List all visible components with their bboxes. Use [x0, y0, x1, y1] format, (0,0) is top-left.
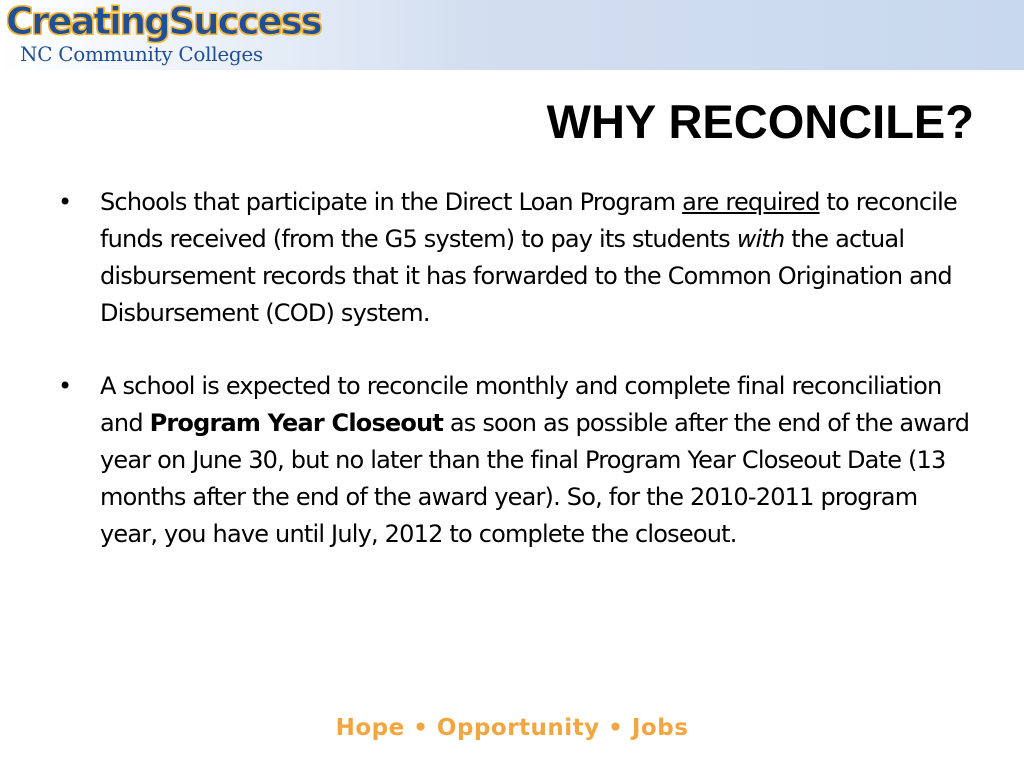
slide-title: WHY RECONCILE?: [546, 95, 974, 148]
logo: [6, 2, 336, 68]
logo-subtitle: NC Community Colleges: [20, 42, 263, 66]
bullet-text: A school is expected to reconcile monthly and complete final reconciliation and: [100, 372, 942, 437]
bullet-text: as soon as possible after the end of the award year on June 30, but no later than the final Program Year Closeout Date (13 months after the end of the award year). So, for the 2010-2011 program year, you have until July, 2012 to complete the closeout.: [100, 409, 970, 548]
emphasis-underline: are required: [682, 188, 820, 216]
logo-wordmark: CreatingSuccess: [6, 0, 321, 43]
emphasis-italic: with: [736, 225, 785, 253]
bullet-item: [58, 368, 970, 553]
bullet-text: Schools that participate in the Direct Loan Program: [100, 188, 683, 216]
bullet-dot-icon: •: [58, 372, 72, 400]
bullet-text: to reconcile funds received (from the G5 system) to pay its students: [100, 188, 958, 253]
emphasis-bold: Program Year Closeout: [149, 409, 444, 437]
bullet-list: [58, 184, 970, 589]
bullet-text: the actual disbursement records that it has forwarded to the Common Origination and Disbursement (COD) system.: [100, 225, 952, 327]
footer-tagline: Hope • Opportunity • Jobs: [335, 715, 689, 741]
bullet-item: [58, 184, 970, 332]
bullet-dot-icon: •: [58, 188, 72, 216]
